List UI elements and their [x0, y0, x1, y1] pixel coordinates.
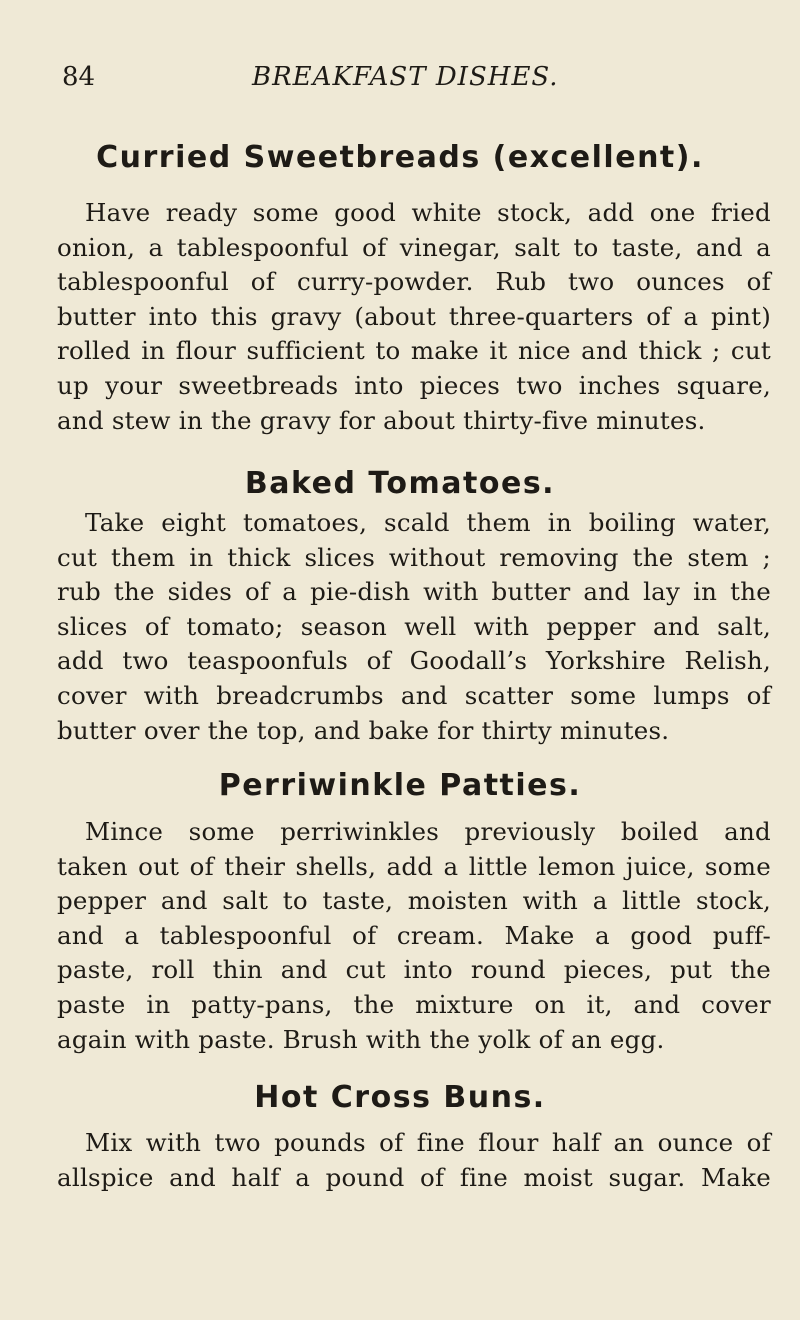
- text-line: onion, a tablespoonful of vinegar, salt to taste, and a: [57, 232, 771, 262]
- text-line: cut them in thick slices without removing the stem ;: [57, 542, 771, 572]
- text-line: and stew in the gravy for about thirty-five minutes.: [57, 405, 706, 435]
- text-line: butter into this gravy (about three-quarters of a pint): [57, 301, 771, 331]
- text-line: rolled in flour sufficient to make it nice and thick ; cut: [57, 336, 771, 366]
- recipe-body-curried-sweetbreads: [57, 196, 771, 438]
- text-line: tablespoonful of curry-powder. Rub two ounces of: [57, 267, 771, 297]
- recipe-title-baked-tomatoes: Baked Tomatoes.: [244, 466, 556, 501]
- text-line: and a tablespoonful of cream. Make a good puff-: [57, 920, 771, 950]
- text-line: add two teaspoonfuls of Goodall’s Yorkshire Relish,: [57, 646, 771, 676]
- running-head: [62, 62, 762, 98]
- text-line: paste in patty-pans, the mixture on it, and cover: [57, 989, 771, 1019]
- recipe-title-perriwinkle-patties: Perriwinkle Patties.: [218, 768, 582, 803]
- text-line: Mince some perriwinkles previously boiled and: [85, 817, 771, 846]
- recipe-body-baked-tomatoes: [57, 506, 771, 748]
- text-line: rub the sides of a pie-dish with butter and lay in the: [57, 577, 771, 607]
- recipe-body-hot-cross-buns: [57, 1126, 771, 1195]
- page-number: 84: [62, 62, 96, 92]
- text-line: slices of tomato; season well with pepper and salt,: [57, 611, 771, 641]
- text-line: allspice and half a pound of fine moist sugar. Make: [57, 1162, 771, 1192]
- text-line: Mix with two pounds of fine flour half an ounce of: [85, 1128, 771, 1157]
- text-line: butter over the top, and bake for thirty minutes.: [57, 715, 670, 745]
- recipe-title-hot-cross-buns: Hot Cross Buns.: [254, 1080, 546, 1115]
- text-line: Have ready some good white stock, add one fried: [85, 198, 771, 227]
- text-line: cover with breadcrumbs and scatter some lumps of: [57, 680, 771, 710]
- text-line: taken out of their shells, add a little lemon juice, some: [57, 851, 771, 881]
- text-line: up your sweetbreads into pieces two inches square,: [57, 370, 771, 400]
- recipe-body-perriwinkle-patties: [57, 815, 771, 1057]
- text-line: Take eight tomatoes, scald them in boiling water,: [85, 508, 771, 537]
- text-line: paste, roll thin and cut into round pieces, put the: [57, 955, 771, 985]
- running-title: BREAKFAST DISHES.: [252, 62, 559, 92]
- text-line: pepper and salt to taste, moisten with a little stock,: [57, 886, 771, 916]
- recipe-title-curried-sweetbreads: Curried Sweetbreads (excellent).: [96, 140, 704, 175]
- text-line: again with paste. Brush with the yolk of an egg.: [57, 1024, 665, 1054]
